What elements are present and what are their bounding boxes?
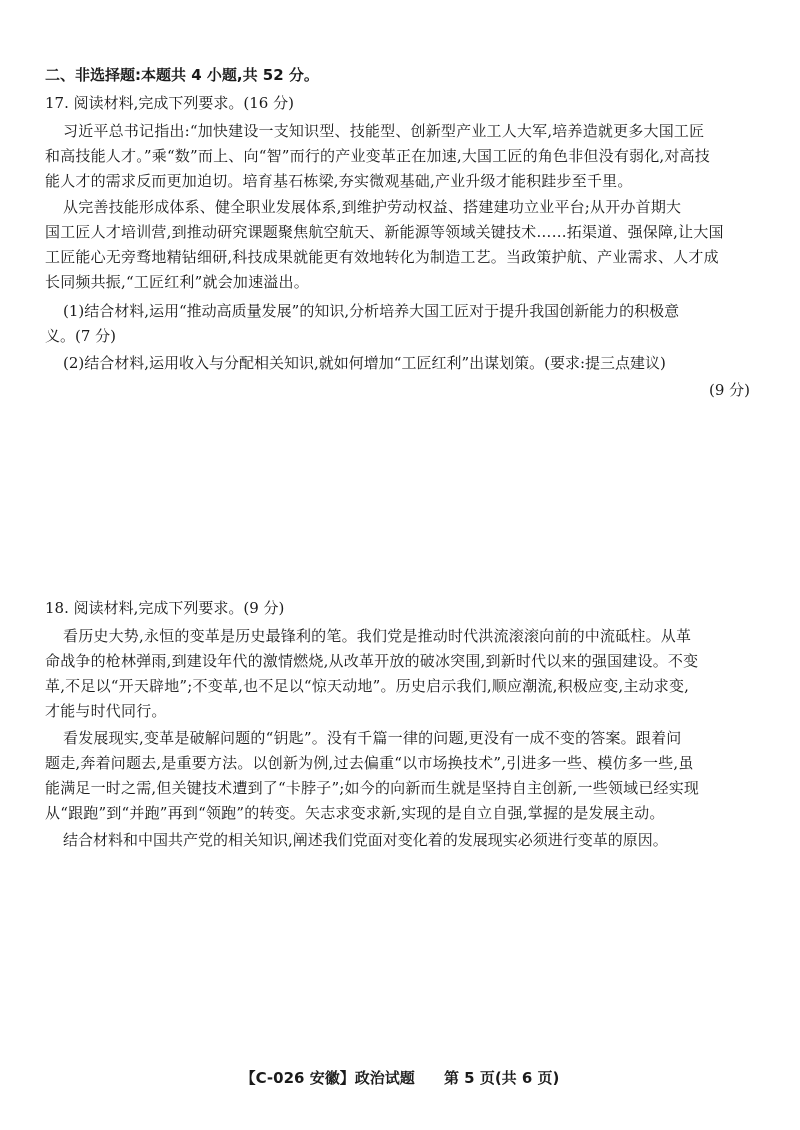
q18-material-line: 命战争的枪林弹雨,到建设年代的激情燃烧,从改革开放的破冰突围,到新时代以来的强国建设。不变 bbox=[45, 652, 699, 670]
section-heading: 二、非选择题:本题共 4 小题,共 52 分。 bbox=[45, 66, 319, 84]
q18-material-line: 从“跟跑”到“并跑”再到“领跑”的转变。矢志求变求新,实现的是自立自强,掌握的是发展主动。 bbox=[45, 804, 665, 822]
q18-material-line: 看发展现实,变革是破解问题的“钥匙”。没有千篇一律的问题,更没有一成不变的答案。跟着问 bbox=[63, 729, 682, 747]
q17-material-line: 国工匠人才培训营,到推动研究课题聚焦航空航天、新能源等领域关键技术……拓渠道、强保障,让大国 bbox=[45, 223, 724, 241]
q17-sub1-line: (1)结合材料,运用“推动高质量发展”的知识,分析培养大国工匠对于提升我国创新能力的积极意 bbox=[63, 302, 680, 320]
q17-material-line: 习近平总书记指出:“加快建设一支知识型、技能型、创新型产业工人大军,培养造就更多大国工匠 bbox=[63, 122, 705, 140]
q17-material-line: 长同频共振,“工匠红利”就会加速溢出。 bbox=[45, 273, 309, 291]
q18-question: 结合材料和中国共产党的相关知识,阐述我们党面对变化着的发展现实必须进行变革的原因。 bbox=[63, 831, 668, 849]
q17-sub2-line: (2)结合材料,运用收入与分配相关知识,就如何增加“工匠红利”出谋划策。(要求:提三点建议) bbox=[63, 354, 666, 372]
q17-material-line: 和高技能人才。”乘“数”而上、向“智”而行的产业变革正在加速,大国工匠的角色非但没有弱化,对高技 bbox=[45, 147, 710, 165]
q18-material-line: 题走,奔着问题去,是重要方法。以创新为例,过去偏重“以市场换技术”,引进多一些、模仿多一些,虽 bbox=[45, 754, 694, 772]
q18-title: 18. 阅读材料,完成下列要求。(9 分) bbox=[45, 599, 285, 617]
q17-material-line: 能人才的需求反而更加迫切。培育基石栋梁,夯实微观基础,产业升级才能积跬步至千里。 bbox=[45, 172, 633, 190]
q18-material-line: 看历史大势,永恒的变革是历史最锋利的笔。我们党是推动时代洪流滚滚向前的中流砥柱。从革 bbox=[63, 627, 692, 645]
q17-title: 17. 阅读材料,完成下列要求。(16 分) bbox=[45, 94, 294, 112]
q18-material-line: 才能与时代同行。 bbox=[45, 702, 167, 720]
page-footer bbox=[0, 1067, 800, 1089]
exam-code: 【C-026 安徽】政治试题 bbox=[240, 1069, 415, 1087]
q17-sub2-score: (9 分) bbox=[708, 381, 750, 399]
q17-material-line: 从完善技能形成体系、健全职业发展体系,到维护劳动权益、搭建建功立业平台;从开办首期大 bbox=[63, 198, 682, 216]
q18-material-line: 能满足一时之需,但关键技术遭到了“卡脖子”;如今的向新而生就是坚持自主创新,一些领域已经实现 bbox=[45, 779, 700, 797]
q17-sub1-line: 义。(7 分) bbox=[45, 327, 117, 345]
page-number: 第 5 页(共 6 页) bbox=[443, 1069, 560, 1087]
q17-material-line: 工匠能心无旁骛地精钻细研,科技成果就能更有效地转化为制造工艺。当政策护航、产业需求、人才成 bbox=[45, 248, 719, 266]
q18-material-line: 革,不足以“开天辟地”;不变革,也不足以“惊天动地”。历史启示我们,顺应潮流,积极应变,主动求变, bbox=[45, 677, 690, 695]
